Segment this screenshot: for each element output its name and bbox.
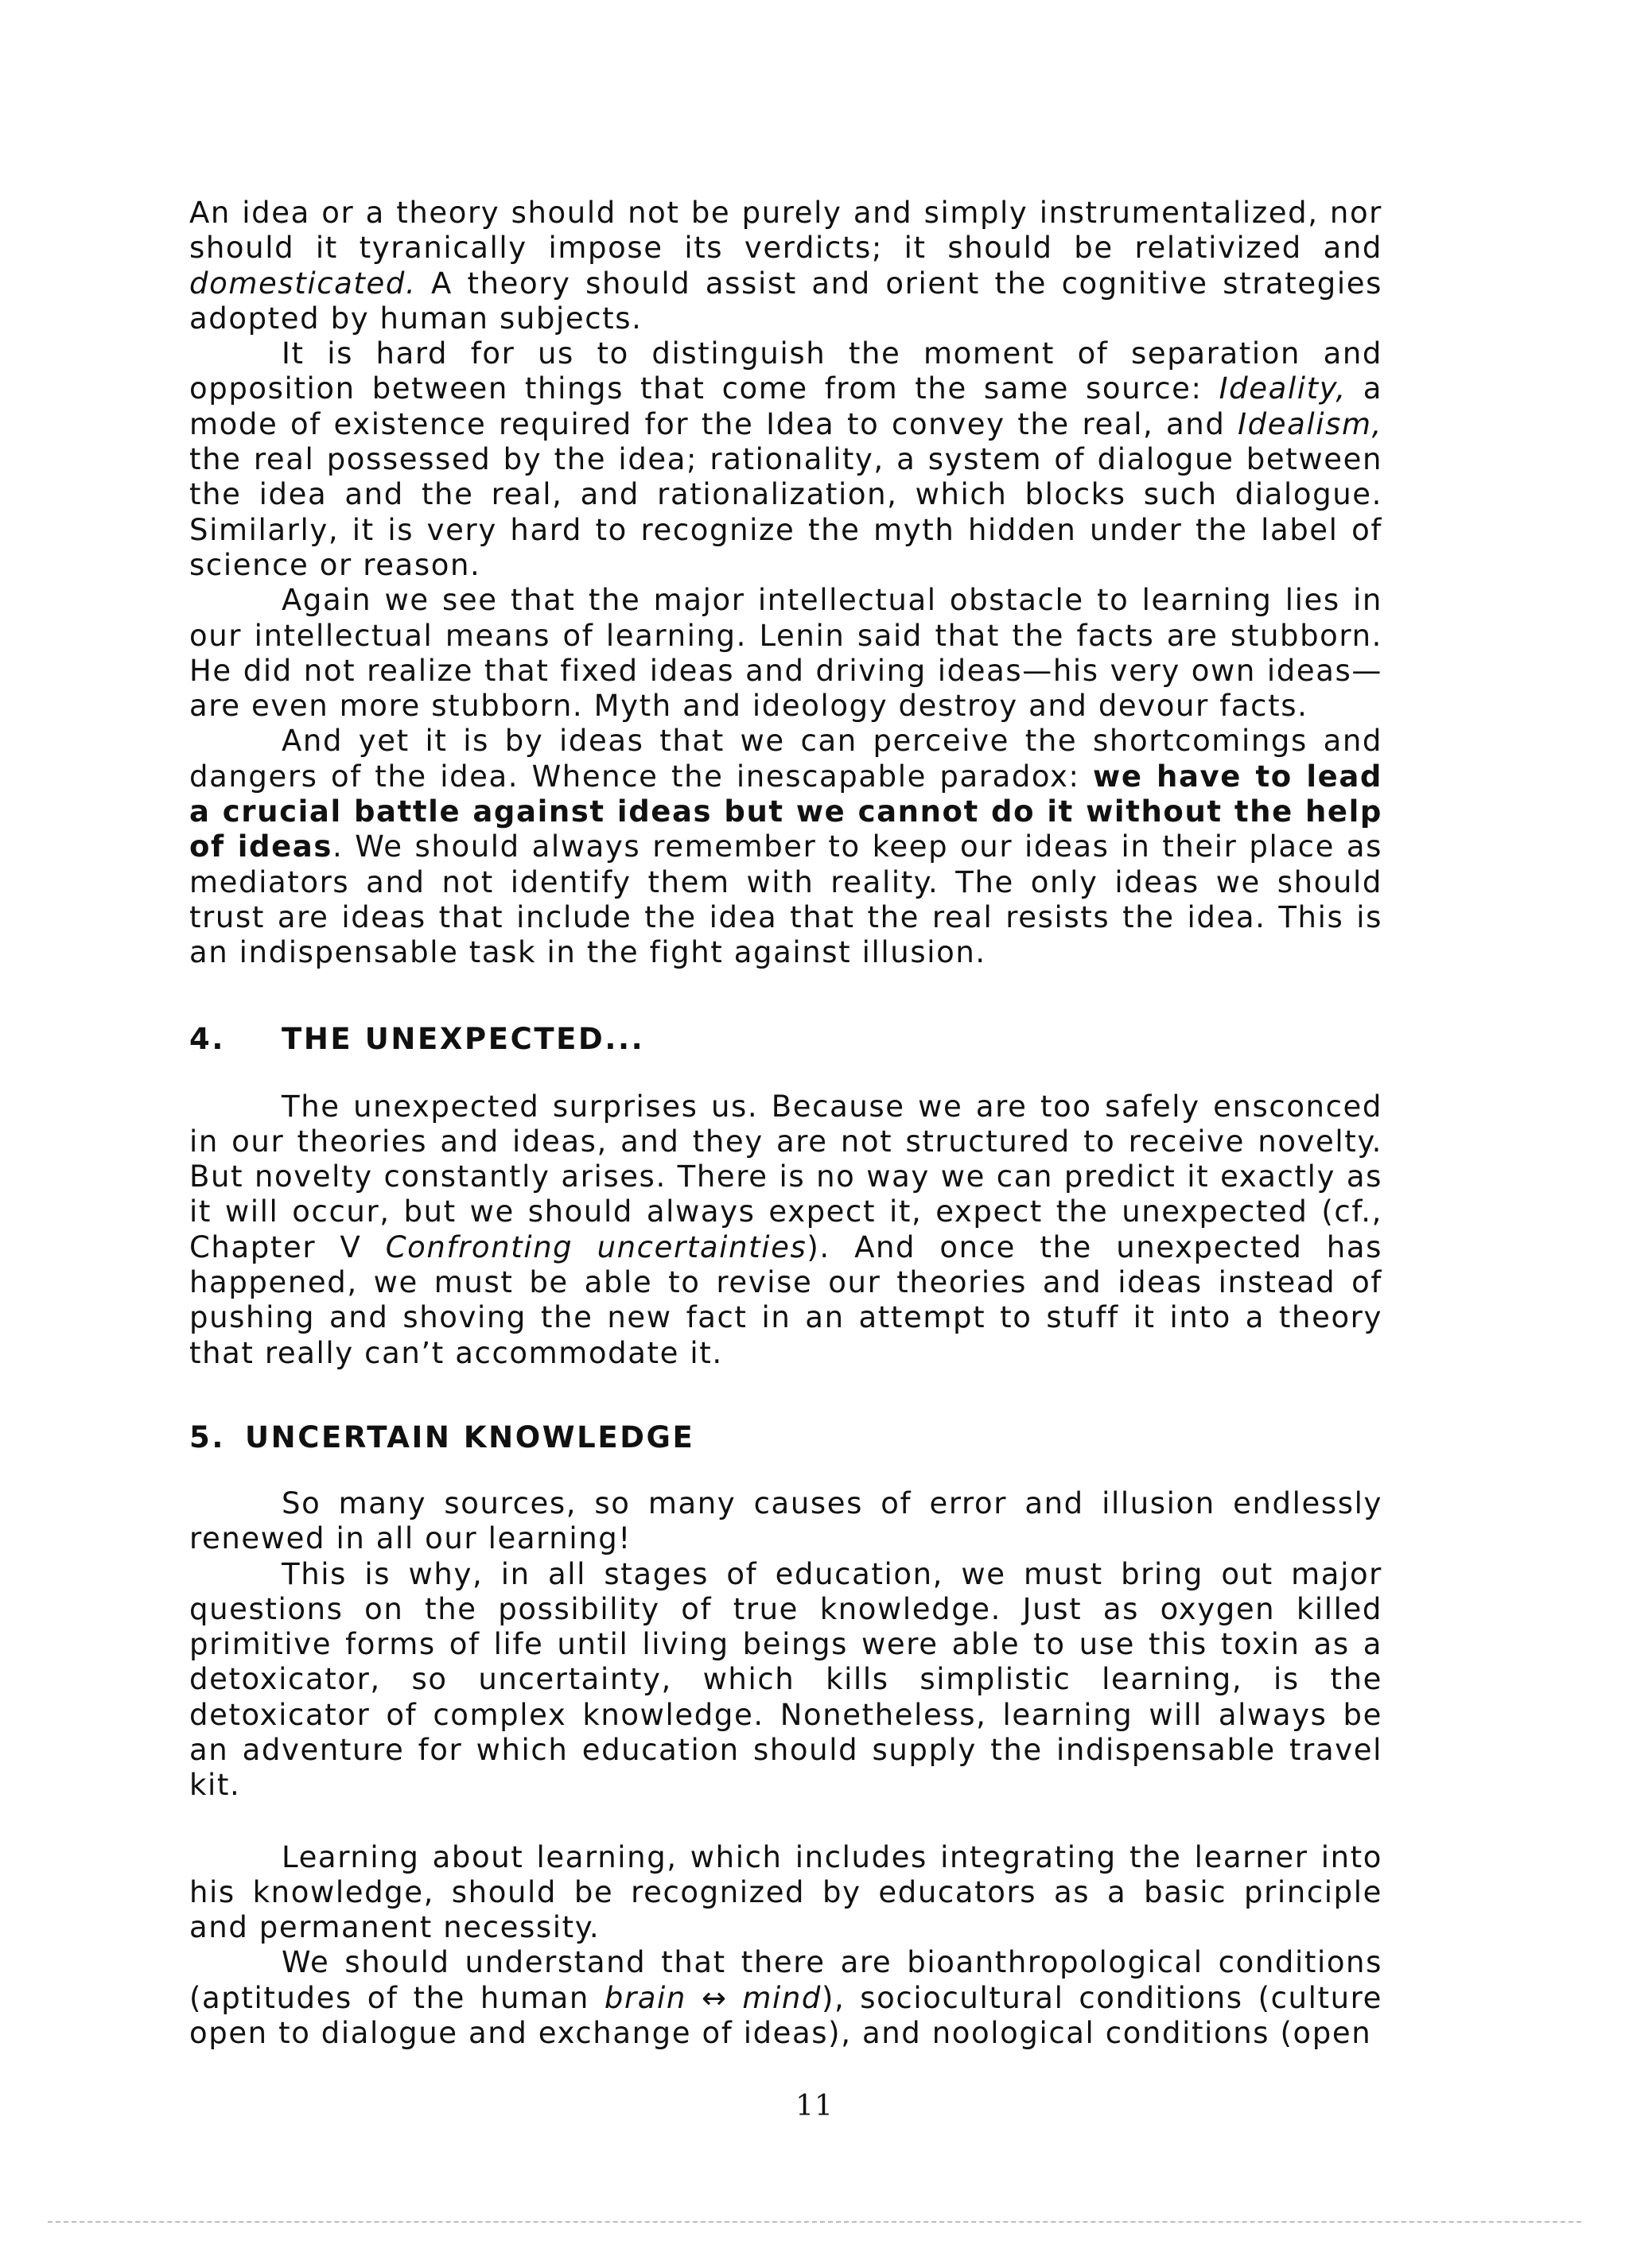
section-heading-5 xyxy=(189,1420,1382,1454)
bottom-scan-rule xyxy=(48,2221,1581,2223)
paragraph-1 xyxy=(189,196,1382,336)
paragraph-1-text-a: An idea or a theory should not be purely and simply instrumentalized, nor should it tyranically impose its verdicts; it should be relativized and xyxy=(189,196,1382,266)
page-number: 11 xyxy=(795,2090,834,2122)
paragraph-2 xyxy=(189,336,1382,583)
paragraph-8: Learning about learning, which includes integrating the learner into his knowledge, should be recognized by educators as a basic principle and permanent necessity. xyxy=(189,1839,1382,1945)
section-heading-4 xyxy=(189,1022,1382,1056)
paragraph-7: This is why, in all stages of education, we must bring out major questions on the possibility of true knowledge. Just as oxygen killed primitive forms of life until living beings were able to use this toxin as a detoxicator, so uncertainty, which kills simplistic learning, is the detoxicator of complex knowledge. Nonetheless, learning will always be an adventure for which education should supply the indispensable travel kit. xyxy=(189,1556,1382,1803)
paragraph-1-italic: domesticated. xyxy=(189,266,417,301)
paragraph-4-text-a: And yet it is by ideas that we can perceive the shortcomings and dangers of the idea. Whence the inescapable paradox: xyxy=(189,724,1382,794)
document-page xyxy=(189,196,1382,2051)
paragraph-5-text-c: ). And once the unexpected has happened, we must be able to revise our theories and ideas instead of pushing and shoving the new fact in an attempt to stuff it into a theory that really can’t accommodate it. xyxy=(189,1229,1382,1370)
paragraph-4-bold-paradox: we have to lead a crucial battle against ideas but we cannot do it without the help of ideas xyxy=(189,759,1382,864)
paragraph-5 xyxy=(189,1089,1382,1371)
paragraph-2-text-e: the real possessed by the idea; rationality, a system of dialogue between the idea and the real, and rationalization, which blocks such dialogue. Similarly, it is very hard to recognize the myth hidden under the label of science or reason. xyxy=(189,442,1382,582)
paragraph-6: So many sources, so many causes of error and illusion endlessly renewed in all our learning! xyxy=(189,1485,1382,1556)
paragraph-2-text-c: a mode of existence required for the Idea to convey the real, and xyxy=(189,371,1383,441)
paragraph-3: Again we see that the major intellectual obstacle to learning lies in our intellectual means of learning. Lenin said that the facts are stubborn. He did not realize that fixed ideas and driving ideas—his very own ideas—are even more stubborn. Myth and ideology destroy and devour facts. xyxy=(189,583,1382,724)
paragraph-2-italic-ideality: Ideality, xyxy=(1219,371,1347,406)
paragraph-4-text-c: . We should always remember to keep our ideas in their place as mediators and not identify them with reality. The only ideas we should trust are ideas that include the idea that the real resists the idea. This is an indispensable task in the fight against illusion. xyxy=(189,829,1382,970)
section-4-title: THE UNEXPECTED... xyxy=(282,1021,645,1056)
paragraph-9-text-c: ), sociocultural conditions (culture open to dialogue and exchange of ideas), and noological conditions (open xyxy=(189,1980,1382,2051)
paragraph-5-text-a: The unexpected surprises us. Because we are too safely ensconced in our theories and ideas, and they are not structured to receive novelty. But novelty constantly arises. There is no way we can predict it exactly as it will occur, but we should always expect it, expect the unexpected (cf., Chapter V xyxy=(189,1089,1382,1264)
paragraph-9-italic-brain-mind: brain ↔ mind xyxy=(604,1980,822,2015)
paragraph-2-italic-idealism: Idealism, xyxy=(1238,406,1382,441)
paragraph-9-text-a: We should understand that there are bioanthropological conditions (aptitudes of the human xyxy=(189,1945,1382,2015)
section-5-number: 5. xyxy=(189,1419,226,1454)
section-5-title: UNCERTAIN KNOWLEDGE xyxy=(245,1419,695,1454)
paragraph-1-text-c: A theory should assist and orient the cognitive strategies adopted by human subjects. xyxy=(189,266,1382,336)
paragraph-5-italic-chapter-title: Confronting uncertainties xyxy=(385,1229,807,1264)
paragraph-4 xyxy=(189,724,1382,970)
section-4-number: 4. xyxy=(189,1021,226,1056)
paragraph-9 xyxy=(189,1945,1382,2051)
paragraph-2-text-a: It is hard for us to distinguish the moment of separation and opposition between things that come from the same source: xyxy=(189,336,1382,406)
